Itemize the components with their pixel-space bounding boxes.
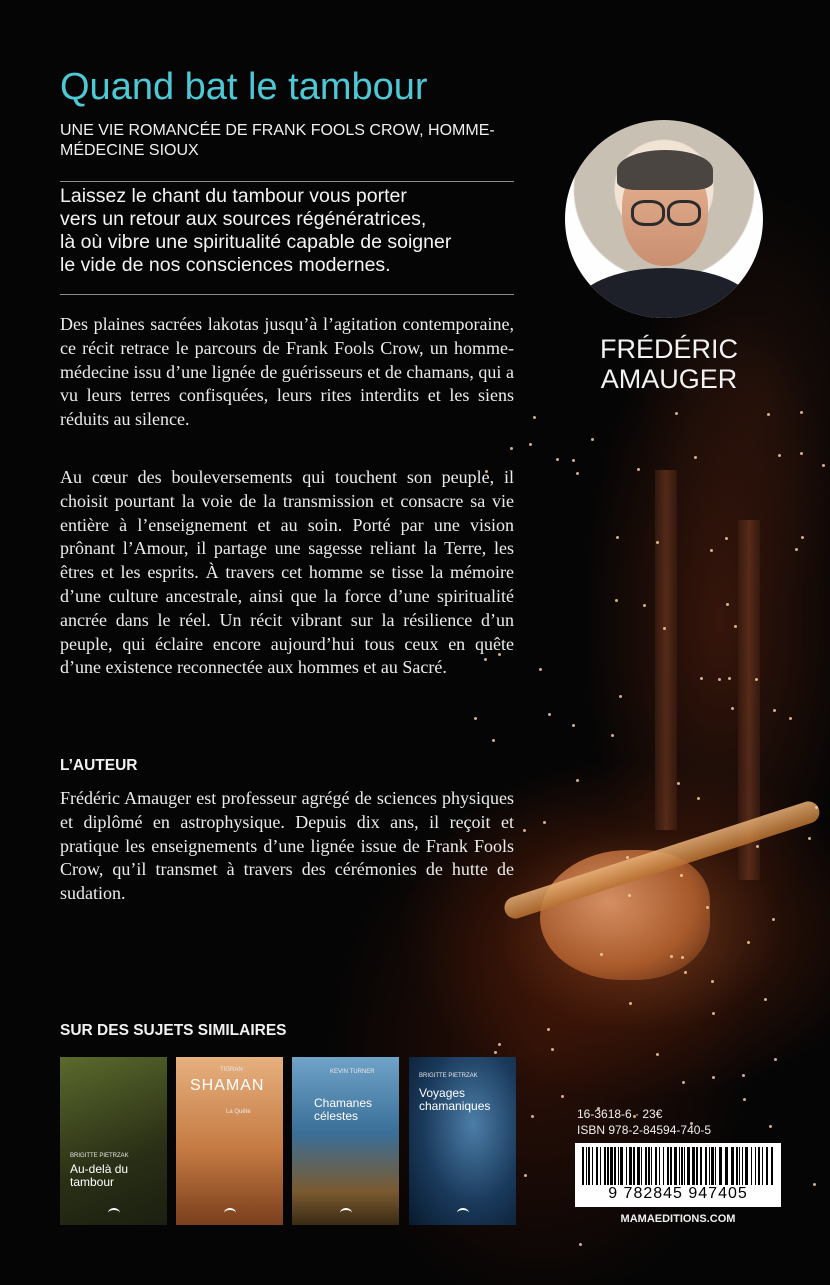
pitch-line: le vide de nos consciences modernes. — [60, 254, 391, 276]
cover-author: TIGRAN — [220, 1067, 243, 1073]
author-name — [574, 334, 764, 394]
barcode-digits: 9 782845 947405 — [608, 1185, 748, 1202]
cover-title: SHAMAN — [190, 1077, 265, 1094]
similar-book-cover — [176, 1057, 283, 1225]
portrait-shirt — [575, 268, 755, 318]
cover-author: BRIGITTE PIETRZAK — [70, 1153, 129, 1159]
barcode-bars — [582, 1147, 774, 1185]
portrait-hair — [617, 150, 713, 190]
pitch-line: vers un retour aux sources régénératrices, — [60, 208, 427, 230]
author-bio: Frédéric Amauger est professeur agrégé de sciences physiques et diplômé en astrophysique. Depuis dix ans, il reçoit et pratique les enseignements d’une lignée issue de Frank Fools Crow, qu’il transmet à travers des cérémonies de hutte de sudation. — [60, 788, 514, 904]
isbn-block — [577, 1106, 711, 1138]
similar-heading: SUR DES SUJETS SIMILAIRES — [60, 1022, 287, 1039]
summary-paragraph: Au cœur des bouleversements qui touchent son peuple, il choisit pourtant la voie de la transmission et consacre sa vie entière à l’enseignement et au soin. Porté par une vision prônant l’Amour, il partage une sagesse reliant la Terre, les êtres et les esprits. À travers cet homme se tisse la mémoire d’une culture ancestrale, ainsi que la force d’une spiritualité ancrée dans le réel. Un récit vibrant sur la résilience d’un peuple, qui éclaire encore aujourd’hui tous ceux en quête d’une existence reconnectée aux hommes et au Sacré. — [60, 467, 514, 678]
similar-book-cover — [409, 1057, 516, 1225]
code-price: 16-3618-6 · 23€ — [577, 1107, 663, 1121]
publisher-logo-icon — [457, 1208, 469, 1218]
book-subtitle: UNE VIE ROMANCÉE DE FRANK FOOLS CROW, HOMME-MÉDECINE SIOUX — [60, 122, 495, 159]
drum-strap — [655, 470, 677, 830]
cover-title: Voyages chamaniques — [419, 1086, 491, 1113]
summary-paragraph: Des plaines sacrées lakotas jusqu’à l’agitation contemporaine, ce récit retrace le parcours de Frank Fools Crow, un homme-médecine issu d’une lignée de guérisseurs et de chamans, qui a vu leurs terres confisquées, leurs rites interdits et les siens réduits au silence. — [60, 314, 514, 430]
divider-top — [60, 181, 514, 182]
author-portrait — [565, 120, 763, 318]
similar-book-cover — [292, 1057, 399, 1225]
publisher-logo-icon — [340, 1208, 352, 1218]
cover-subtitle: La Quête — [226, 1109, 251, 1115]
cover-title: Chamanes célestes — [314, 1096, 373, 1123]
cover-author: BRIGITTE PIETRZAK — [419, 1073, 478, 1079]
barcode — [575, 1143, 781, 1207]
author-last-name: AMAUGER — [600, 364, 738, 394]
pitch-text — [60, 185, 520, 277]
publisher-logo-icon — [108, 1208, 120, 1218]
author-first-name: FRÉDÉRIC — [599, 334, 738, 364]
portrait-glasses — [631, 200, 699, 222]
cover-author: KEVIN TURNER — [330, 1069, 375, 1075]
pitch-line: là où vibre une spiritualité capable de soigner — [60, 231, 452, 253]
pitch-line: Laissez le chant du tambour vous porter — [60, 185, 407, 207]
author-heading: L’AUTEUR — [60, 757, 138, 774]
publisher-logo-icon — [224, 1208, 236, 1218]
similar-book-cover — [60, 1057, 167, 1225]
isbn-number: ISBN 978-2-84594-740-5 — [577, 1123, 712, 1137]
cover-title: Au-delà du tambour — [70, 1162, 129, 1189]
publisher-website: MAMAEDITIONS.COM — [620, 1213, 736, 1225]
book-title: Quand bat le tambour — [60, 66, 428, 108]
divider-bottom — [60, 294, 514, 295]
